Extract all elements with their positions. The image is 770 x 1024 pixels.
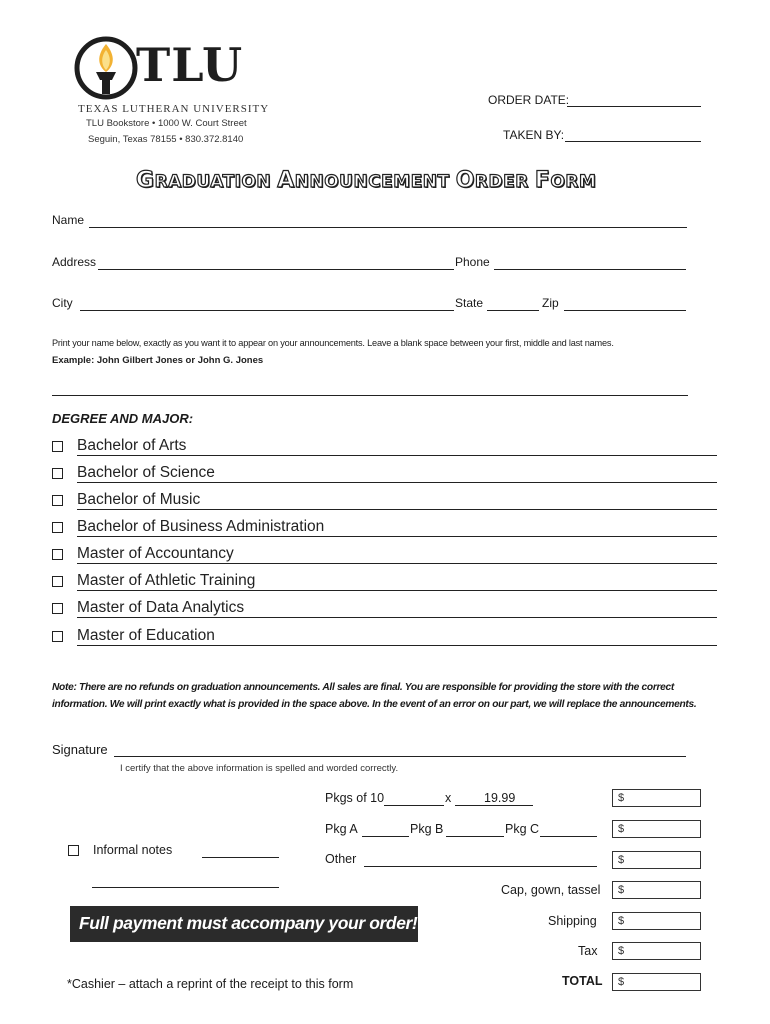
informal-notes-field-2[interactable] xyxy=(92,887,279,888)
degree-option-music[interactable] xyxy=(52,491,717,513)
major-field[interactable] xyxy=(77,455,717,456)
informal-notes-label: Informal notes xyxy=(93,843,173,857)
order-date-label: ORDER DATE: xyxy=(488,93,570,107)
pkg-c-field[interactable] xyxy=(540,836,597,837)
other-field[interactable] xyxy=(364,866,597,867)
pkg-a-field[interactable] xyxy=(362,836,409,837)
degree-option-data-analytics[interactable] xyxy=(52,599,717,621)
informal-notes-field[interactable] xyxy=(202,857,279,858)
other-label: Other xyxy=(325,852,357,866)
cap-gown-amount-box[interactable]: $ xyxy=(612,881,701,899)
degree-label: Bachelor of Arts xyxy=(77,437,187,454)
degree-label: Master of Education xyxy=(77,627,215,644)
state-label: State xyxy=(455,296,484,310)
degree-label: Master of Athletic Training xyxy=(77,572,256,589)
degree-option-arts[interactable] xyxy=(52,437,717,459)
title-part: RADUATION xyxy=(154,172,272,192)
torch-icon xyxy=(74,36,138,100)
payment-banner-text: Full payment must accompany your order! xyxy=(79,913,418,933)
bookstore-address-line2: Seguin, Texas 78155 • 830.372.8140 xyxy=(88,134,244,145)
name-label: Name xyxy=(52,213,85,227)
pkg-b-label: Pkg B xyxy=(410,822,444,836)
degree-option-business[interactable] xyxy=(52,518,717,540)
title-letter: O xyxy=(455,168,475,193)
phone-field[interactable] xyxy=(494,269,686,270)
logo-wordmark: TLU xyxy=(136,38,244,92)
title-letter: A xyxy=(277,168,295,193)
title-part: ORM xyxy=(550,172,597,192)
checkbox[interactable] xyxy=(52,468,63,479)
name-field[interactable] xyxy=(89,227,687,228)
address-label: Address xyxy=(52,255,97,269)
tax-label: Tax xyxy=(578,944,598,958)
degree-option-science[interactable] xyxy=(52,464,717,486)
degree-option-athletic-training[interactable] xyxy=(52,572,717,594)
taken-by-field[interactable] xyxy=(565,141,701,142)
checkbox[interactable] xyxy=(52,522,63,533)
checkbox[interactable] xyxy=(52,495,63,506)
major-field[interactable] xyxy=(77,536,717,537)
multiply-sign: x xyxy=(445,791,452,805)
zip-field[interactable] xyxy=(564,310,686,311)
major-field[interactable] xyxy=(77,617,717,618)
checkbox[interactable] xyxy=(52,603,63,614)
tax-amount-box[interactable]: $ xyxy=(612,942,701,960)
title-part: RDER xyxy=(474,172,529,192)
order-date-field[interactable] xyxy=(567,106,701,107)
pkgs-amount-box[interactable]: $ xyxy=(612,789,701,807)
signature-label: Signature xyxy=(52,742,108,757)
signature-field[interactable] xyxy=(114,756,686,757)
university-name: TEXAS LUTHERAN UNIVERSITY xyxy=(78,103,270,115)
title-part: NNOUNCEMENT xyxy=(294,172,450,192)
degree-label: Bachelor of Science xyxy=(77,464,215,481)
major-field[interactable] xyxy=(77,482,717,483)
checkbox[interactable] xyxy=(52,576,63,587)
state-field[interactable] xyxy=(487,310,539,311)
degree-option-education[interactable] xyxy=(52,627,717,649)
pkgs-of-label: Pkgs of 10 xyxy=(325,791,385,805)
printed-name-field[interactable] xyxy=(52,395,688,396)
cap-gown-label: Cap, gown, tassel xyxy=(501,883,601,897)
payment-banner xyxy=(70,906,418,942)
pkgs-quantity-field[interactable] xyxy=(384,805,444,806)
city-label: City xyxy=(52,296,73,310)
major-field[interactable] xyxy=(77,590,717,591)
shipping-amount-box[interactable]: $ xyxy=(612,912,701,930)
degree-heading: DEGREE AND MAJOR: xyxy=(52,411,194,426)
major-field[interactable] xyxy=(77,563,717,564)
informal-notes-checkbox[interactable] xyxy=(68,845,79,856)
degree-label: Master of Accountancy xyxy=(77,545,234,562)
degree-label: Bachelor of Music xyxy=(77,491,201,508)
total-amount-box[interactable]: $ xyxy=(612,973,701,991)
name-example: Example: John Gilbert Jones or John G. Jones xyxy=(52,355,264,366)
pkg-a-label: Pkg A xyxy=(325,822,358,836)
shipping-label: Shipping xyxy=(548,914,597,928)
degree-label: Master of Data Analytics xyxy=(77,599,245,616)
form-title xyxy=(136,168,596,193)
phone-label: Phone xyxy=(455,255,490,269)
total-label: TOTAL xyxy=(562,974,603,988)
city-field[interactable] xyxy=(80,310,454,311)
title-letter: F xyxy=(534,168,551,193)
bookstore-address-line1: TLU Bookstore • 1000 W. Court Street xyxy=(86,118,247,129)
address-field[interactable] xyxy=(98,269,454,270)
other-amount-box[interactable]: $ xyxy=(612,851,701,869)
degree-option-accountancy[interactable] xyxy=(52,545,717,567)
pkg-price: 19.99 xyxy=(484,791,516,805)
certify-text: I certify that the above information is spelled and worded correctly. xyxy=(120,763,399,774)
taken-by-label: TAKEN BY: xyxy=(503,128,565,142)
major-field[interactable] xyxy=(77,509,717,510)
pkg-b-field[interactable] xyxy=(446,836,504,837)
title-letter: G xyxy=(136,168,155,193)
name-instructions: Print your name below, exactly as you want it to appear on your announcements. Leave a blank space between your first, middle and last names. xyxy=(52,338,614,348)
checkbox[interactable] xyxy=(52,549,63,560)
pkg-price-line xyxy=(455,805,533,806)
cashier-note: *Cashier – attach a reprint of the receipt to this form xyxy=(67,977,354,991)
checkbox[interactable] xyxy=(52,631,63,642)
pkg-amount-box[interactable]: $ xyxy=(612,820,701,838)
pkg-c-label: Pkg C xyxy=(505,822,540,836)
major-field[interactable] xyxy=(77,645,717,646)
checkbox[interactable] xyxy=(52,441,63,452)
refund-note: Note: There are no refunds on graduation announcements. All sales are final. You are responsible for providing the store with the correct information. We will print exactly what is provided in the space above. In the event of an error on our part, we will replace the announcements. xyxy=(52,682,697,710)
zip-label: Zip xyxy=(542,296,559,310)
degree-label: Bachelor of Business Administration xyxy=(77,518,325,535)
